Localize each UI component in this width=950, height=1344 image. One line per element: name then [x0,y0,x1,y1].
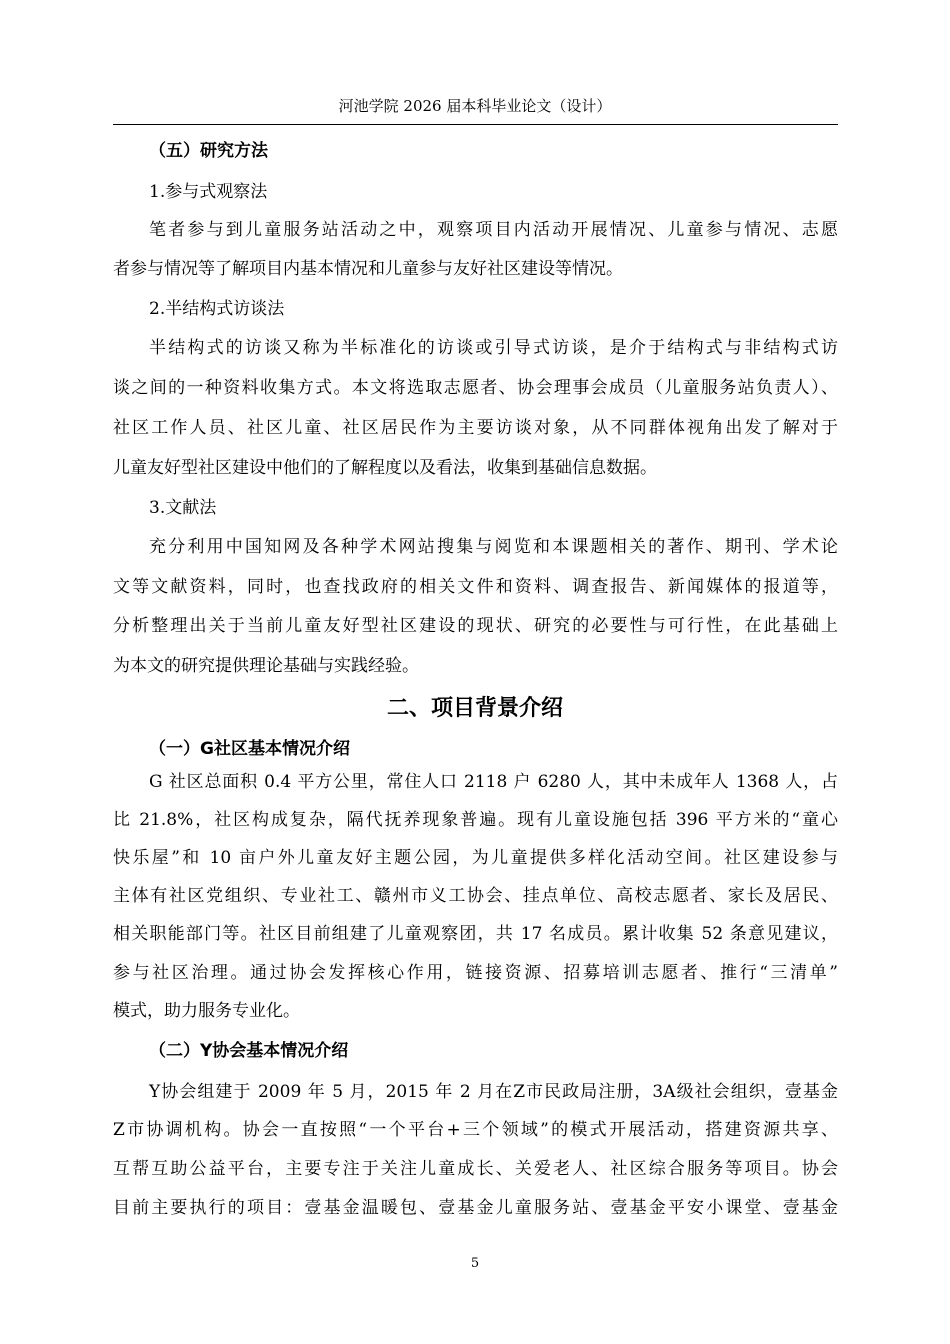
paragraph-line: 分析整理出关于当前儿童友好型社区建设的现状、研究的必要性与可行性，在此基础上 [113,616,838,636]
paragraph-line: 目前主要执行的项目：壹基金温暖包、壹基金儿童服务站、壹基金平安小课堂、壹基金 [113,1198,838,1218]
section-heading-research-methods: （五）研究方法 [149,141,268,161]
paragraph-line: 参与社区治理。通过协会发挥核心作用，链接资源、招募培训志愿者、推行“三清单” [113,963,838,983]
paragraph-line: 比 21.8%，社区构成复杂，隔代抚养现象普遍。现有儿童设施包括 396 平方米的“童心 [113,810,838,830]
paragraph-line: 充分利用中国知网及各种学术网站搜集与阅览和本课题相关的著作、期刊、学术论 [149,537,838,557]
running-header: 河池学院 2026 届本科毕业论文（设计） [338,97,612,115]
paragraph-line: 者参与情况等了解项目内基本情况和儿童参与友好社区建设等情况。 [113,259,623,279]
method-1-title: 1.参与式观察法 [149,182,268,202]
paragraph-line: 快乐屋”和 10 亩户外儿童友好主题公园，为儿童提供多样化活动空间。社区建设参与 [113,848,838,868]
paragraph-line: 社区工作人员、社区儿童、社区居民作为主要访谈对象，从不同群体视角出发了解对于 [113,418,838,438]
section-heading-community: （一）G社区基本情况介绍 [149,739,350,759]
method-3-title: 3.文献法 [149,498,217,518]
paragraph-line: 笔者参与到儿童服务站活动之中，观察项目内活动开展情况、儿童参与情况、志愿 [149,220,838,240]
paragraph-line: 为本文的研究提供理论基础与实践经验。 [113,656,419,676]
method-2-title: 2.半结构式访谈法 [149,299,285,319]
paragraph-line: Z市协调机构。协会一直按照“一个平台+三个领域”的模式开展活动，搭建资源共享、 [113,1120,838,1140]
page-number: 5 [470,1256,480,1271]
paragraph-line: 相关职能部门等。社区目前组建了儿童观察团，共 17 名成员。累计收集 52 条意见建议， [113,924,838,944]
paragraph-line: G 社区总面积 0.4 平方公里，常住人口 2118 户 6280 人，其中未成年人 1368 人，占 [149,772,838,792]
paragraph-line: 半结构式的访谈又称为半标准化的访谈或引导式访谈，是介于结构式与非结构式访 [149,338,838,358]
paragraph-line: 主体有社区党组织、专业社工、赣州市义工协会、挂点单位、高校志愿者、家长及居民、 [113,886,838,906]
paragraph-line: 互帮互助公益平台，主要专注于关注儿童成长、关爱老人、社区综合服务等项目。协会 [113,1159,838,1179]
paragraph-line: 文等文献资料，同时，也查找政府的相关文件和资料、调查报告、新闻媒体的报道等， [113,577,838,597]
paragraph-line: 儿童友好型社区建设中他们的了解程度以及看法，收集到基础信息数据。 [113,458,657,478]
chapter-title: 二、项目背景介绍 [386,696,563,721]
paragraph-line: 谈之间的一种资料收集方式。本文将选取志愿者、协会理事会成员（儿童服务站负责人）、 [113,378,838,398]
paragraph-line: Y协会组建于 2009 年 5 月，2015 年 2 月在Z市民政局注册，3A级社会组织，壹基金 [149,1082,838,1102]
paragraph-line: 模式，助力服务专业化。 [113,1001,300,1021]
section-heading-association: （二）Y协会基本情况介绍 [149,1041,349,1061]
header-rule [113,124,838,125]
